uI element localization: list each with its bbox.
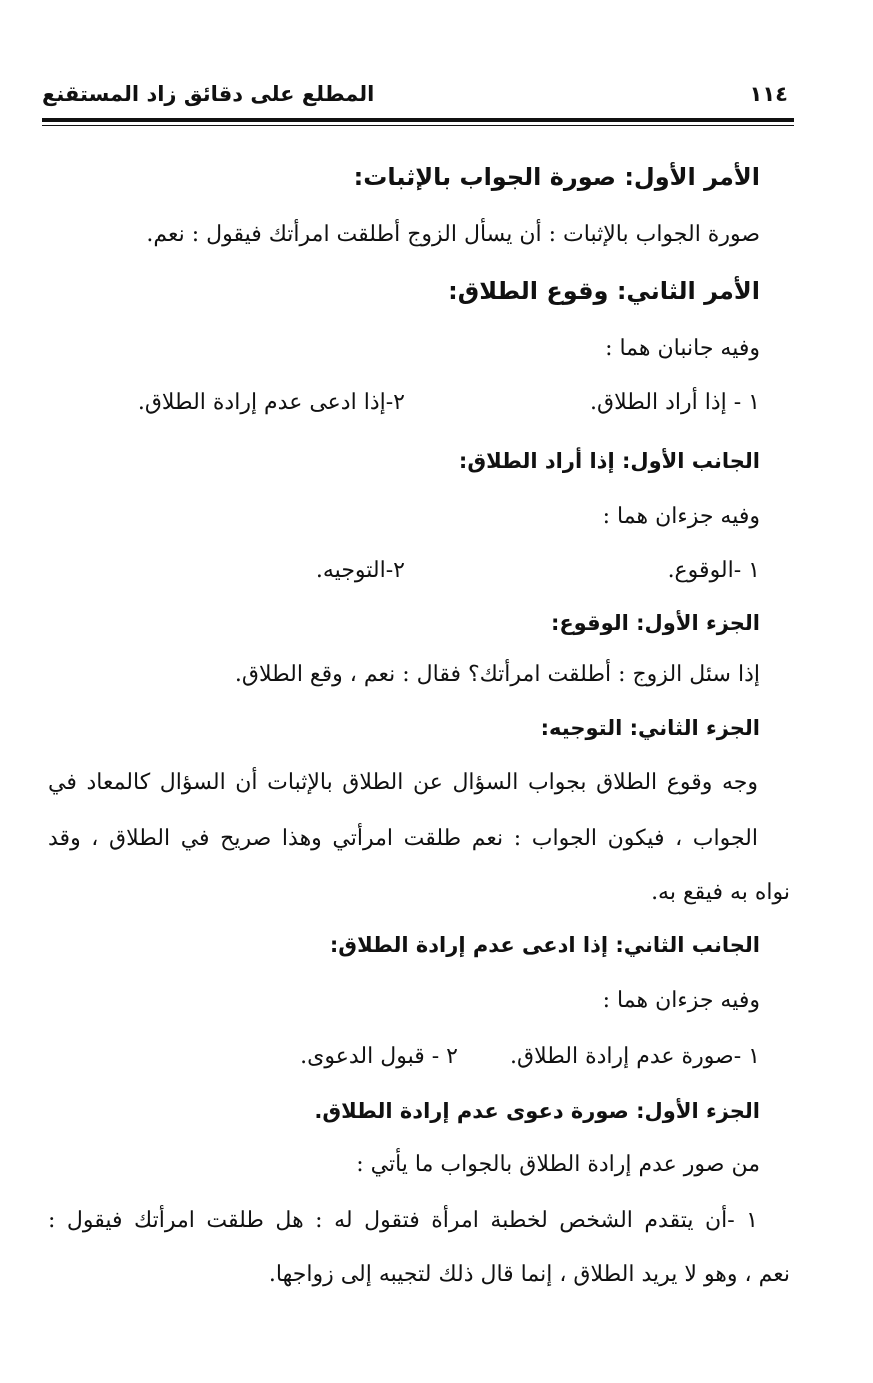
page-header (42, 82, 794, 112)
header-rule-thin (42, 125, 794, 126)
list-item: ١ -الوقوع. (667, 558, 760, 583)
paragraph: صورة الجواب بالإثبات : أن يسأل الزوج أطلقت امرأتك فيقول : نعم. (146, 222, 760, 247)
header-rule-thick (42, 118, 794, 122)
running-title: المطلع على دقائق زاد المستقنع (42, 82, 375, 106)
section-heading: الأمر الثاني: وقوع الطلاق: (448, 277, 760, 305)
subsection-heading: الجزء الأول: الوقوع: (550, 611, 760, 635)
list-item: ٢ - قبول الدعوى. (300, 1044, 458, 1069)
paragraph: وفيه جانبان هما : (605, 336, 760, 361)
list-item: ٢-إذا ادعى عدم إرادة الطلاق. (137, 390, 405, 415)
list-item: ٢-التوجيه. (315, 558, 405, 583)
subsection-heading: الجانب الأول: إذا أراد الطلاق: (458, 449, 760, 473)
section-heading: الأمر الأول: صورة الجواب بالإثبات: (353, 163, 760, 191)
list-item: ١ -صورة عدم إرادة الطلاق. (510, 1044, 760, 1069)
paragraph-line: الجواب ، فيكون الجواب : نعم طلقت امرأتي وهذا صريح في الطلاق ، وقد (48, 826, 758, 851)
paragraph-line: وجه وقوع الطلاق بجواب السؤال عن الطلاق بالإثبات أن السؤال كالمعاد في (48, 770, 758, 795)
paragraph-line: ١ -أن يتقدم الشخص لخطبة امرأة فتقول له : هل طلقت امرأتك فيقول : (48, 1208, 758, 1233)
subsection-heading: الجزء الأول: صورة دعوى عدم إرادة الطلاق. (314, 1099, 760, 1123)
subsection-heading: الجانب الثاني: إذا ادعى عدم إرادة الطلاق: (329, 933, 760, 957)
subsection-heading: الجزء الثاني: التوجيه: (540, 716, 760, 740)
paragraph-line: نعم ، وهو لا يريد الطلاق ، إنما قال ذلك لتجيبه إلى زواجها. (268, 1262, 790, 1287)
page-number: ١١٤ (749, 82, 788, 106)
paragraph-line: نواه به فيقع به. (651, 880, 790, 905)
list-item: ١ - إذا أراد الطلاق. (590, 390, 760, 415)
paragraph: إذا سئل الزوج : أطلقت امرأتك؟ فقال : نعم ، وقع الطلاق. (234, 662, 760, 687)
paragraph: من صور عدم إرادة الطلاق بالجواب ما يأتي : (356, 1152, 760, 1177)
paragraph: وفيه جزءان هما : (602, 504, 760, 529)
paragraph: وفيه جزءان هما : (602, 988, 760, 1013)
